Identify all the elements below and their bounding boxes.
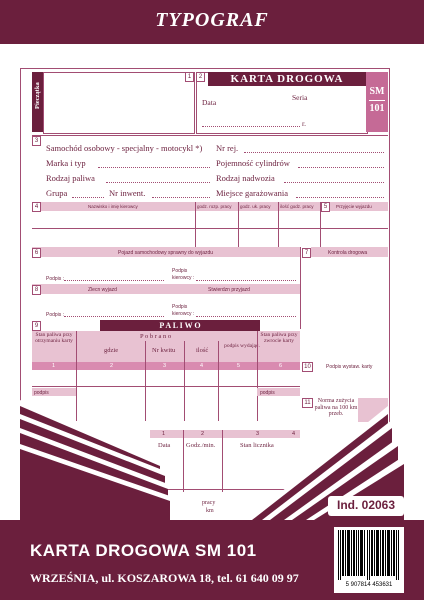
fuel-col-num-1: 1 xyxy=(52,363,56,369)
work-end-header: godz. uk. pracy xyxy=(240,204,271,209)
section-8-header-right: Stwierdzn przyjazd xyxy=(208,287,250,293)
section-number-4: 4 xyxy=(32,202,41,212)
section-number-8: 8 xyxy=(32,285,41,295)
series-label: Seria xyxy=(292,93,308,102)
section-number-6: 6 xyxy=(32,248,41,258)
brand-title: TYPOGRAF xyxy=(155,9,269,31)
trip-col-num-2: 2 xyxy=(201,431,205,437)
capacity-label: Pojemność cylindrów xyxy=(216,158,290,168)
trip-meter-header: Stan licznika xyxy=(240,442,274,449)
trip-time-header: Godz./min. xyxy=(186,442,216,449)
trip-col-num-4: 4 xyxy=(292,431,296,437)
section-7-header: Kontrola drogowa xyxy=(328,250,368,256)
bottom-title: KARTA DROGOWA SM 101 xyxy=(30,541,257,560)
trip-partial-1: pracy xyxy=(202,500,216,506)
work-hours-header: ilość godz. pracy xyxy=(280,204,314,209)
fuel-col-num-5: 5 xyxy=(237,363,241,369)
section-number-2: 2 xyxy=(196,72,205,82)
work-start-header: godz. rozp. pracy xyxy=(197,204,232,209)
fuel-col-num-2: 2 xyxy=(110,363,114,369)
year-suffix: r. xyxy=(302,119,306,128)
fuel-type-label: Rodzaj paliwa xyxy=(46,173,95,183)
body-type-label: Rodzaj nadwozia xyxy=(216,173,275,183)
trip-partial-2: km xyxy=(206,508,214,514)
section-6-sig-right-2: kierowcy : xyxy=(172,275,195,281)
section-number-9: 9 xyxy=(32,321,41,331)
section-6-sig-left: Podpis : xyxy=(46,276,65,282)
fuel-in-header: Stan paliwa przy otrzymaniu karty xyxy=(35,332,73,344)
section-6-sig-right-1: Podpis xyxy=(172,268,188,274)
reg-label: Nr rej. xyxy=(216,143,239,153)
make-label: Marka i typ xyxy=(46,158,86,168)
section-8-sig-right-1: Podpis xyxy=(172,304,188,310)
trip-col-num-3: 3 xyxy=(256,431,260,437)
section-number-7: 7 xyxy=(302,248,311,258)
section-8-header-left: Zlecn wyjazd xyxy=(88,287,117,293)
code-top: SM xyxy=(369,86,385,97)
fuel-podpis-left: podpis xyxy=(34,390,49,396)
vehicle-type-label: Samochód osobowy - specjalny - motocykl *) xyxy=(46,143,203,153)
code-bottom: 101 xyxy=(369,103,385,114)
section-number-11: 11 xyxy=(302,398,313,408)
fuel-col-num-6: 6 xyxy=(279,363,283,369)
fuel-where-header: gdzie xyxy=(104,347,119,354)
fuel-out-header: Stan paliwa przy zwrocie karty xyxy=(260,332,298,344)
fuel-podpis-right: podpis xyxy=(260,390,275,396)
section-number-3: 3 xyxy=(32,136,41,146)
fuel-col-num-4: 4 xyxy=(200,363,204,369)
garage-label: Miejsce garażowania xyxy=(216,188,288,198)
issuer-signature-label: Podpis wystaw. karty xyxy=(326,364,373,370)
fuel-issuer-sig-header: podpis wydając. xyxy=(224,343,260,349)
inventory-label: Nr inwent. xyxy=(109,188,146,198)
group-label: Grupa xyxy=(46,188,68,198)
norm-label: Norma zużycia paliwa na 100 km przeb. xyxy=(314,398,358,417)
section-number-10: 10 xyxy=(302,362,313,372)
date-label: Data xyxy=(202,98,217,107)
section-number-5: 5 xyxy=(321,202,330,212)
fuel-title: P A L I W O xyxy=(159,321,201,330)
section-8-sig-left: Podpis : xyxy=(46,312,65,318)
section-8-sig-right-2: kierowcy : xyxy=(172,311,195,317)
barcode-bars xyxy=(338,530,400,580)
section-number-1: 1 xyxy=(185,72,194,82)
index-badge-text: Ind. 02063 xyxy=(336,498,396,512)
fuel-receipt-header: Nr kwitu xyxy=(152,347,176,354)
stamp-label: Pieczątka xyxy=(34,82,41,109)
pobrano-header: P o b r a n o xyxy=(140,333,172,340)
section-6-header: Pojazd samochodowy sprawny do wyjazdu xyxy=(118,250,214,256)
trip-date-header: Data xyxy=(158,442,171,449)
fuel-col-num-3: 3 xyxy=(163,363,167,369)
trip-col-num-1: 1 xyxy=(162,431,166,437)
start-acceptance-header: Przyjęcie wyjazdu xyxy=(336,204,372,209)
publisher-address: WRZEŚNIA, ul. KOSZAROWA 18, tel. 61 640 09 97 xyxy=(30,571,299,585)
driver-name-header: Nazwisko i imię kierowcy xyxy=(88,204,138,209)
fuel-amount-header: ilość xyxy=(196,347,209,354)
barcode-number: 5 907814 453631 xyxy=(345,582,393,588)
card-title: KARTA DROGOWA xyxy=(230,73,344,85)
